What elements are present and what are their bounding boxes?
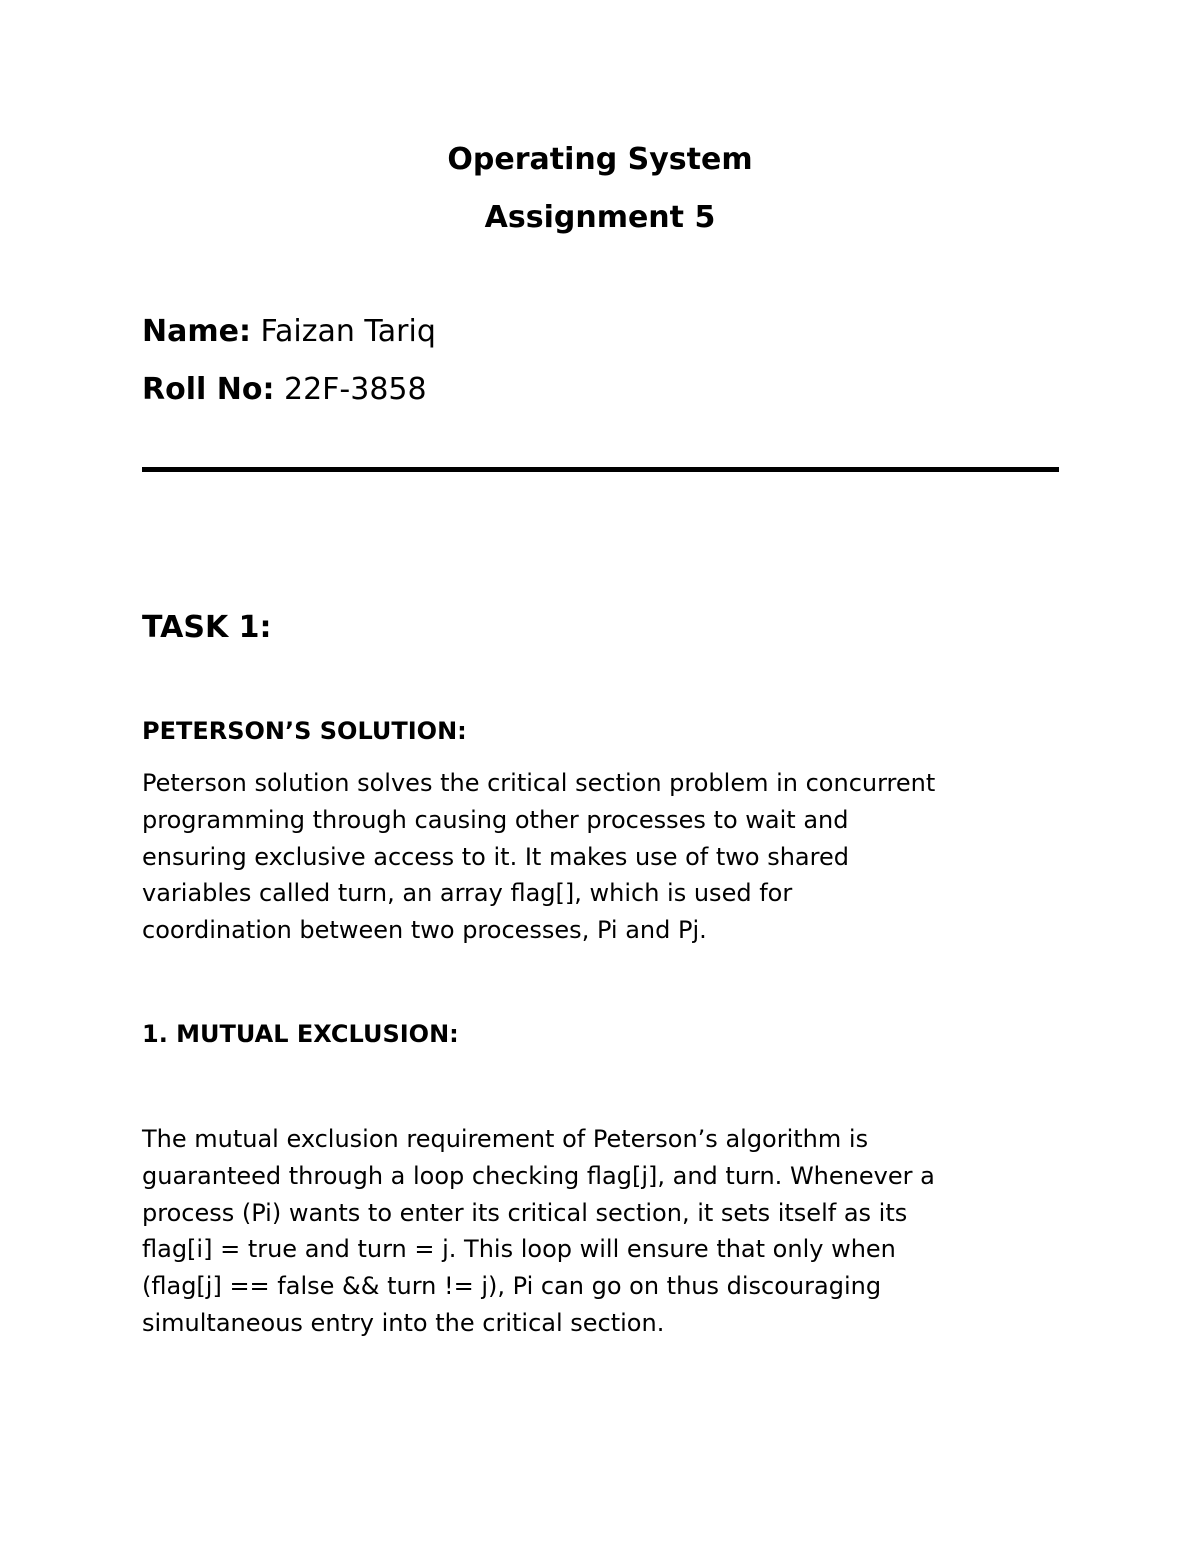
- paragraph-petersons-solution: [142, 765, 935, 949]
- paragraph-line: flag[i] = true and turn = j. This loop will ensure that only when: [142, 1235, 896, 1264]
- roll-number-line: [142, 372, 427, 408]
- paragraph-line: programming through causing other processes to wait and: [142, 805, 849, 834]
- paragraph-line: simultaneous entry into the critical section.: [142, 1308, 665, 1337]
- roll-value: 22F-3858: [283, 372, 427, 407]
- section-heading-mutual-exclusion: 1. MUTUAL EXCLUSION:: [142, 1020, 459, 1048]
- section-heading-petersons-solution: PETERSON’S SOLUTION:: [142, 717, 467, 745]
- name-label: Name:: [142, 314, 251, 349]
- name-value: Faizan Tariq: [260, 314, 436, 349]
- document-title: Operating System: [447, 142, 753, 177]
- paragraph-line: coordination between two processes, Pi and Pj.: [142, 916, 707, 945]
- paragraph-line: The mutual exclusion requirement of Peterson’s algorithm is: [142, 1125, 869, 1153]
- student-name-line: [142, 314, 436, 350]
- paragraph-line: variables called turn, an array flag[], which is used for: [142, 879, 793, 908]
- document-subtitle: Assignment 5: [484, 200, 716, 235]
- task-heading: TASK 1:: [142, 610, 272, 645]
- roll-label: Roll No:: [142, 372, 275, 407]
- paragraph-line: (flag[j] == false && turn != j), Pi can go on thus discouraging: [142, 1272, 882, 1301]
- paragraph-line: Peterson solution solves the critical section problem in concurrent: [142, 769, 936, 797]
- paragraph-line: guaranteed through a loop checking flag[j], and turn. Whenever a: [142, 1161, 935, 1190]
- horizontal-divider: [142, 467, 1059, 472]
- paragraph-line: process (Pi) wants to enter its critical section, it sets itself as its: [142, 1198, 908, 1227]
- paragraph-mutual-exclusion: [142, 1121, 935, 1342]
- paragraph-line: ensuring exclusive access to it. It makes use of two shared: [142, 842, 849, 871]
